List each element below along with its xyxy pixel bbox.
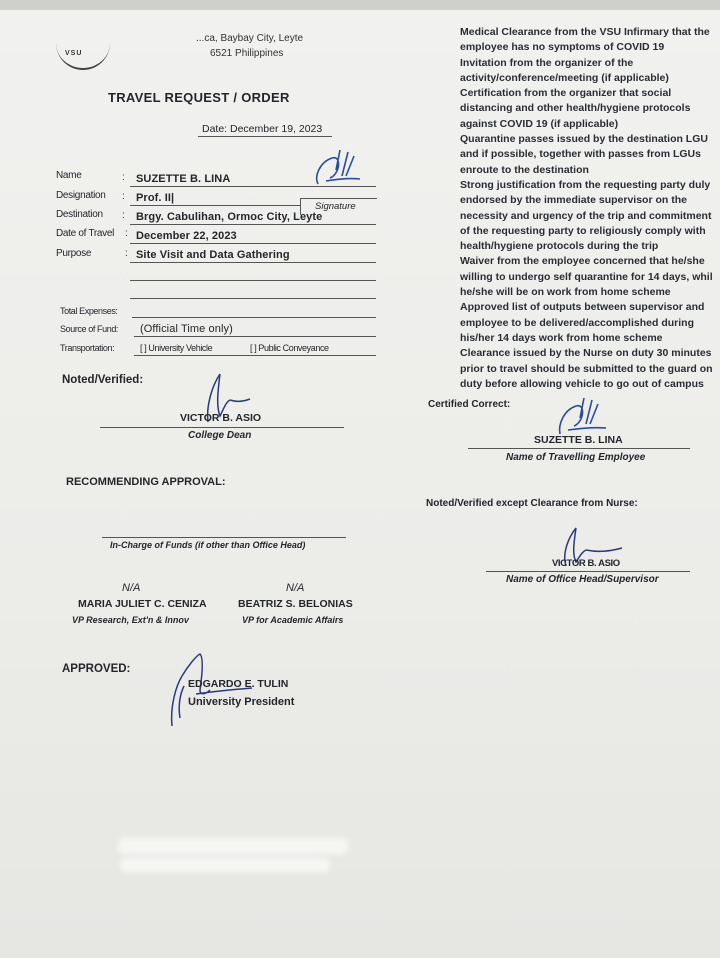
requirement-line: Clearance issued by the Nurse on duty 30 minutes [460,347,712,360]
signature-label: Signature [315,201,356,212]
requirement-line: and if possible, together with passes from LGUs [460,148,701,161]
date-of-travel-line [130,243,376,244]
dean-position: College Dean [188,430,252,441]
destination-line [130,224,376,225]
vp1-position: VP Research, Ext'n & Innov [72,615,189,625]
transportation-line [134,355,376,356]
request-date: Date: December 19, 2023 [198,123,332,137]
source-of-fund-label: Source of Fund: [60,324,119,334]
requirement-line: duty before allowing vehicle to go out of campus [460,377,704,390]
name-label: Name [56,170,82,181]
vp1-na: N/A [122,582,141,594]
requirement-line: endorsed by the immediate supervisor on the [460,194,687,207]
requirement-line: he/she will be on work from home scheme [460,286,671,299]
total-expenses-label: Total Expenses: [60,306,118,316]
requirement-line: Certification from the organizer that social [460,87,672,100]
total-expenses-line [132,317,376,318]
requirement-line: enroute to the destination [460,163,589,176]
funds-line [102,537,346,538]
source-of-fund-line [134,336,376,337]
date-of-travel-label: Date of Travel [56,228,115,239]
colon: : [122,210,125,221]
transport-option-public: [ ] Public Conveyance [250,343,329,353]
travelling-employee-position: Name of Travelling Employee [506,452,646,463]
faded-mark [120,858,330,872]
university-seal: VSU [56,38,110,70]
supervisor-name: VICTOR B. ASIO [552,558,620,569]
vp2-name: BEATRIZ S. BELONIAS [238,598,353,610]
requirement-line: Strong justification from the requesting party duly [460,178,711,191]
president-name: EDGARDO E. TULIN [188,678,289,690]
designation-value: Prof. II| [136,192,175,204]
transportation-label: Transportation: [60,343,115,353]
approved-label: APPROVED: [62,663,131,675]
requirement-line: distancing and other health/hygiene protocols [460,102,691,115]
dean-line [100,427,344,428]
supervisor-position: Name of Office Head/Supervisor [506,574,659,585]
requirement-line: against COVID 19 (if applicable) [460,117,619,130]
date-of-travel-value: December 22, 2023 [136,230,237,242]
supervisor-line [486,571,690,572]
vp2-na: N/A [286,582,305,594]
requirement-line: activity/conference/meeting (if applicable) [460,71,669,84]
name-value: SUZETTE B. LINA [136,173,231,185]
requirements-list [460,25,713,392]
designation-label: Designation [56,190,106,201]
purpose-label: Purpose [56,248,92,259]
requirement-line: health/hygiene protocols during the trip [460,240,659,253]
dean-name: VICTOR B. ASIO [180,412,262,424]
requirement-line: of the requesting party to religiously comply with [460,224,706,237]
vp1-name: MARIA JULIET C. CENIZA [78,598,207,610]
designation-line [130,205,300,206]
noted-verified-label: Noted/Verified: [62,374,144,386]
requirement-line: Medical Clearance from the VSU Infirmary that the [460,26,710,38]
requirement-line: employee has no symptoms of COVID 19 [460,41,665,54]
requirement-line: necessity and urgency of the trip and commitment [460,209,712,222]
document-title: TRAVEL REQUEST / ORDER [108,90,290,105]
certified-correct-label: Certified Correct: [428,399,511,410]
requirement-line: Approved list of outputs between supervisor and [460,301,705,314]
purpose-line-2 [130,280,376,281]
destination-value: Brgy. Cabulihan, Ormoc City, Leyte [136,211,323,223]
vp2-position: VP for Academic Affairs [242,615,344,625]
purpose-line [130,262,376,263]
address-line-2: 6521 Philippines [210,48,284,59]
address-line-1: ...ca, Baybay City, Leyte [196,33,304,44]
colon: : [122,191,125,202]
colon: : [122,172,125,183]
destination-label: Destination [56,209,103,220]
purpose-line-3 [130,298,376,299]
employee-signature-2 [556,394,610,436]
requirement-line: Waiver from the employee concerned that he/she [460,255,705,268]
colon: : [125,228,128,239]
president-position: University President [188,696,295,708]
transport-option-university: [ ] University Vehicle [140,343,213,353]
requirement-line: Invitation from the organizer of the [460,56,634,69]
requirement-line: his/her 14 days work from home scheme [460,331,663,344]
travelling-employee-line [468,448,690,449]
requirement-line: Quarantine passes issued by the destination LGU [460,133,708,146]
faded-mark [118,838,348,854]
noted-nurse-label: Noted/Verified except Clearance from Nurse: [426,498,638,509]
source-of-fund-value: (Official Time only) [140,323,233,335]
travelling-employee-name: SUZETTE B. LINA [534,434,623,446]
employee-signature [312,148,362,188]
requirement-line: prior to travel should be submitted to the guard on [460,362,713,375]
requirement-line: willing to undergo self quarantine for 14 days, whil [460,270,713,283]
document-page [0,10,720,958]
in-charge-of-funds: In-Charge of Funds (if other than Office Head) [110,540,306,550]
requirement-line: employee to be delivered/accomplished during [460,316,694,329]
colon: : [125,248,128,259]
purpose-value: Site Visit and Data Gathering [136,249,290,261]
recommending-approval-label: RECOMMENDING APPROVAL: [66,476,226,488]
